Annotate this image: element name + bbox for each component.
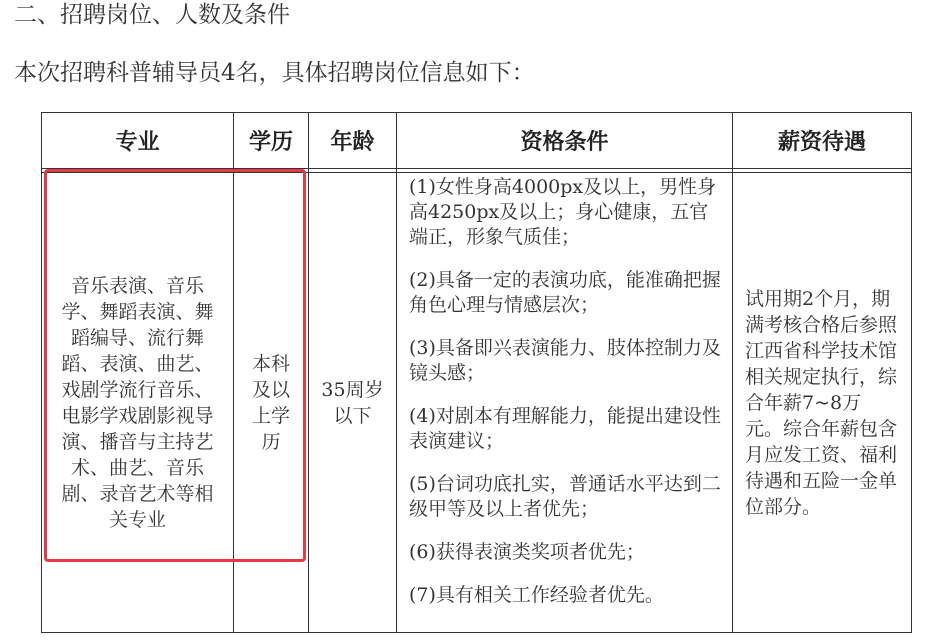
header-requirements: 资格条件 <box>397 113 733 169</box>
salary-text: 试用期2个月，期满考核合格后参照江西省科学技术馆相关规定执行，综合年薪7~8万元。综合年薪包含月应发工资、福利待遇和五险一金单位部分。 <box>745 287 898 518</box>
table-row <box>42 173 912 633</box>
header-education: 学历 <box>234 113 309 169</box>
requirement-item: (7)具有相关工作经验者优先。 <box>409 584 664 606</box>
section-heading: 二、招聘岗位、人数及条件 <box>14 2 290 28</box>
requirement-item: (3)具备即兴表演能力、肢体控制力及镜头感； <box>409 337 721 384</box>
header-age: 年龄 <box>309 113 397 169</box>
recruitment-table <box>41 112 912 633</box>
requirement-item: (1)女性身高4000px及以上，男性身高4250px及以上；身心健康，五官端正，形象气质佳； <box>409 176 717 248</box>
major-cell <box>42 173 234 633</box>
education-cell <box>234 173 309 633</box>
age-text: 35周岁以下 <box>321 378 384 427</box>
major-text: 音乐表演、音乐学、舞蹈表演、舞蹈编导、流行舞蹈、表演、曲艺、戏剧学流行音乐、电影学戏剧影视导演、播音与主持艺术、曲艺、音乐剧、录音艺术等相关专业 <box>61 274 214 531</box>
header-major: 专业 <box>42 113 234 169</box>
requirement-item: (5)台词功底扎实，普通话水平达到二级甲等及以上者优先； <box>409 473 721 520</box>
intro-text: 本次招聘科普辅导员4名，具体招聘岗位信息如下： <box>14 60 535 86</box>
requirement-item: (2)具备一定的表演功底，能准确把握角色心理与情感层次； <box>409 269 721 316</box>
header-salary: 薪资待遇 <box>733 113 912 169</box>
age-cell <box>309 173 397 633</box>
requirement-item: (4)对剧本有理解能力，能提出建设性表演建议； <box>409 405 721 452</box>
requirements-cell <box>397 173 733 633</box>
table-header-row <box>42 113 912 169</box>
salary-cell <box>733 173 912 633</box>
education-text: 本科及以上学历 <box>251 352 290 453</box>
requirement-item: (6)获得表演类奖项者优先； <box>409 541 645 563</box>
